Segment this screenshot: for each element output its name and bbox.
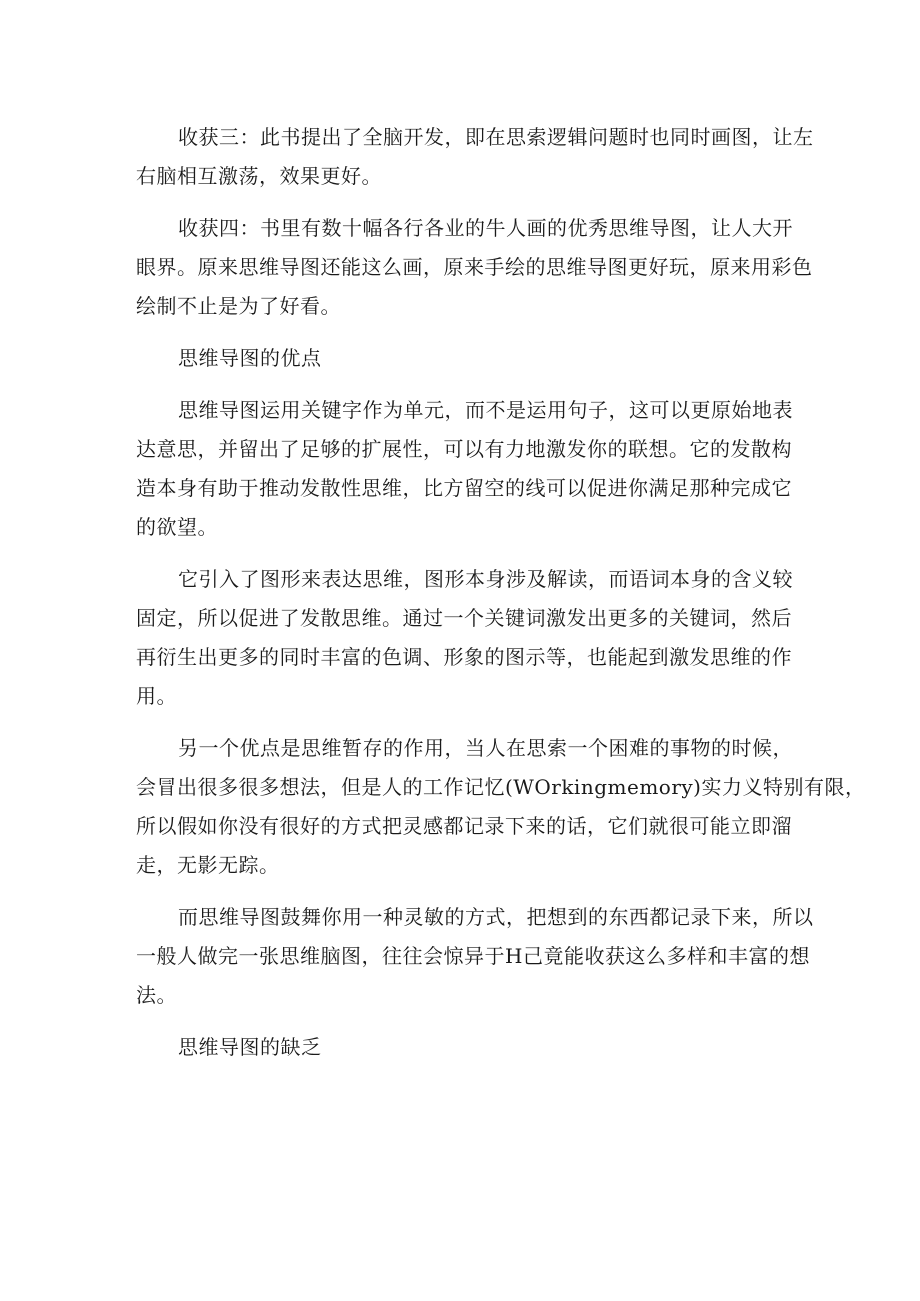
text-line: 右脑相互激荡，效果更好。 [136, 164, 382, 188]
text-line: 法。 [136, 983, 177, 1007]
text-line: 再衍生出更多的同时丰富的色调、形象的图示等，也能起到激发思维的作 [136, 645, 792, 669]
paragraph-advantage-3 [136, 729, 866, 885]
document-page [136, 118, 866, 1080]
text-line: 思维导图运用关键字作为单元，而不是运用句子，这可以更原始地表 [178, 398, 793, 422]
paragraph-advantage-4 [136, 898, 814, 1015]
paragraph-harvest-3 [136, 118, 814, 196]
section-heading-advantages: 思维导图的优点 [178, 346, 322, 370]
text-line: 的欲望。 [136, 515, 218, 539]
text-line: 会冒出很多很多想法，但是人的工作记忆(WOrkingmemory)实力义特别有限， [136, 775, 866, 799]
paragraph-advantage-2 [136, 560, 792, 716]
text-line: 眼界。原来思维导图还能这么画，原来手绘的思维导图更好玩，原来用彩色 [136, 255, 813, 279]
text-line: 收获三：此书提出了全脑开发，即在思索逻辑问题时也同时画图，让左 [178, 125, 814, 149]
text-line: 固定，所以促进了发散思维。通过一个关键词激发出更多的关键词，然后 [136, 606, 792, 630]
paragraph-advantage-1 [136, 391, 792, 547]
text-line: 走，无影无踪。 [136, 853, 280, 877]
text-line: 造本身有助于推动发散性思维，比方留空的线可以促进你满足那种完成它 [136, 476, 792, 500]
text-line: 达意思，并留出了足够的扩展性，可以有力地激发你的联想。它的发散构 [136, 437, 792, 461]
text-line: 而思维导图鼓舞你用一种灵敏的方式，把想到的东西都记录下来，所以 [178, 905, 814, 929]
text-line: 所以假如你没有很好的方式把灵感都记录下来的话，它们就很可能立即溜 [136, 814, 792, 838]
paragraph-harvest-4 [136, 209, 813, 326]
text-line: 另一个优点是思维暂存的作用，当人在思索一个困难的事物的时候， [178, 736, 793, 760]
text-line: 它引入了图形来表达思维，图形本身涉及解读，而语词本身的含义较 [178, 567, 793, 591]
text-line: 绘制不止是为了好看。 [136, 294, 341, 318]
text-line: 用。 [136, 684, 177, 708]
text-line: 收获四：书里有数十幅各行各业的牛人画的优秀思维导图，让人大开 [178, 216, 793, 240]
text-line: 一般人做完一张思维脑图，往往会惊异于H己竟能收获这么多样和丰富的想 [136, 944, 810, 968]
section-heading-disadvantages: 思维导图的缺乏 [178, 1035, 322, 1059]
